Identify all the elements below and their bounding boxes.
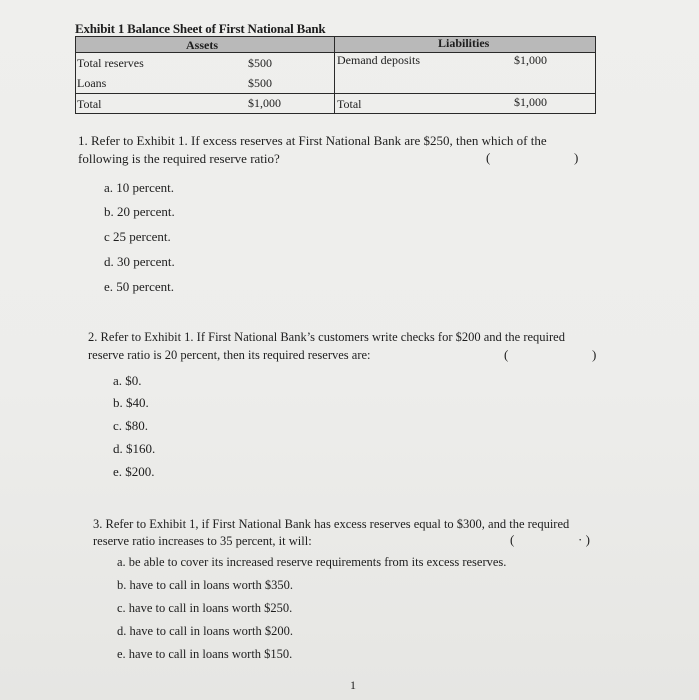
answer-option: b. 20 percent. (104, 204, 175, 219)
answer-option: e. 50 percent. (104, 279, 175, 294)
answer-option: b. $40. (113, 395, 149, 410)
answer-paren-close: ) (592, 347, 597, 362)
answer-option: e. have to call in loans worth $150. (117, 647, 293, 661)
answer-paren-close: ) (574, 150, 579, 165)
asset-label: Total (77, 97, 102, 111)
asset-label: Total reserves (77, 56, 144, 70)
answer-paren-open: ( (504, 347, 509, 362)
asset-value: $1,000 (248, 96, 281, 110)
assets-header: Assets (186, 38, 218, 52)
question-2-line-1: 2. Refer to Exhibit 1. If First National Bank’s customers write checks for $200 and the required (88, 330, 565, 344)
answer-option: a. 10 percent. (104, 180, 175, 195)
answer-option: c. $80. (113, 418, 149, 433)
liability-value: $1,000 (514, 95, 547, 109)
answer-paren-close: · ) (578, 532, 590, 547)
question-3-line-1: 3. Refer to Exhibit 1, if First National Bank has excess reserves equal to $300, and the required (93, 517, 570, 531)
answer-option: d. $160. (113, 441, 156, 456)
answer-option: a. $0. (113, 373, 142, 388)
total-row-divider (76, 93, 595, 94)
answer-option: c 25 percent. (104, 229, 171, 244)
answer-paren-open: ( (510, 532, 515, 547)
column-divider (334, 37, 335, 113)
liability-label: Total (337, 97, 362, 111)
question-1-line-2: following is the required reserve ratio? (78, 151, 280, 166)
answer-option: b. have to call in loans worth $350. (117, 578, 294, 592)
answer-paren-open: ( (486, 150, 491, 165)
answer-option: a. be able to cover its increased reserve requirements from its excess reserves. (117, 555, 507, 569)
question-2-line-2: reserve ratio is 20 percent, then its required reserves are: (88, 348, 371, 362)
exhibit-title: Exhibit 1 Balance Sheet of First National Bank (75, 21, 326, 36)
answer-option: d. 30 percent. (104, 254, 175, 269)
liabilities-header: Liabilities (438, 36, 490, 50)
table-header-row (76, 37, 595, 53)
answer-option: e. $200. (113, 464, 155, 479)
question-1-line-1: 1. Refer to Exhibit 1. If excess reserves at First National Bank are $250, then which of the (78, 133, 547, 148)
liability-value: $1,000 (514, 53, 547, 67)
page-number: 1 (350, 678, 356, 692)
answer-option: d. have to call in loans worth $200. (117, 624, 294, 638)
asset-value: $500 (248, 56, 272, 70)
balance-sheet-table (75, 36, 596, 114)
answer-option: c. have to call in loans worth $250. (117, 601, 293, 615)
asset-value: $500 (248, 76, 272, 90)
liability-label: Demand deposits (337, 53, 420, 67)
asset-label: Loans (77, 76, 107, 90)
question-3-line-2: reserve ratio increases to 35 percent, it will: (93, 534, 312, 548)
